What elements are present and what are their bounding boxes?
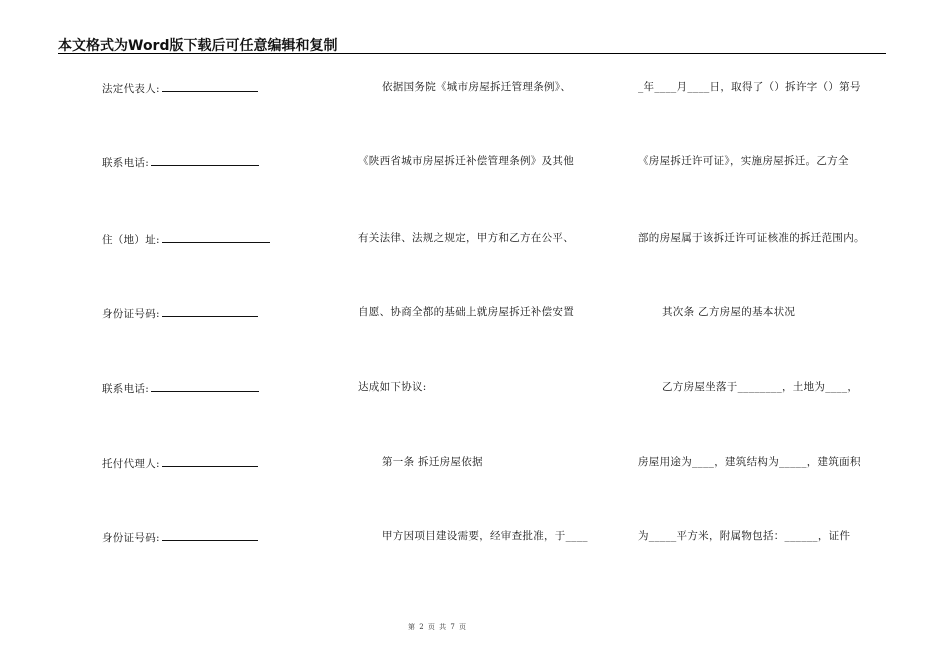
- agent-label: 托付代理人:: [102, 458, 160, 470]
- document-header-title: 本文格式为Word版下载后可任意编辑和复制: [58, 38, 338, 54]
- contact-phone-label-2: 联系电话:: [102, 383, 150, 395]
- id-number-blank: [162, 305, 258, 317]
- address-blank: [162, 231, 270, 243]
- article-one-heading: 第一条 拆迁房屋依据: [382, 456, 483, 468]
- right-paragraph-line: _年____月____日，取得了（）拆许字（）第号: [638, 81, 861, 93]
- middle-paragraph-line: 达成如下协议:: [358, 381, 427, 393]
- id-number-field: [102, 305, 258, 321]
- right-paragraph-line: 房屋用途为____，建筑结构为_____，建筑面积: [638, 456, 861, 468]
- contact-phone-field-2: [102, 380, 259, 396]
- address-field: [102, 231, 270, 247]
- legal-representative-blank: [162, 80, 258, 92]
- legal-representative-label: 法定代表人:: [102, 83, 160, 95]
- id-number-label: 身份证号码:: [102, 308, 160, 320]
- id-number-blank-2: [162, 529, 258, 541]
- header-divider: [58, 53, 886, 54]
- contact-phone-field: [102, 154, 259, 170]
- middle-paragraph-line: 自愿、协商全都的基础上就房屋拆迁补偿安置: [358, 306, 574, 318]
- right-paragraph-line: 乙方房屋坐落于________，土地为____，: [662, 381, 859, 393]
- right-paragraph-line: 部的房屋属于该拆迁许可证核准的拆迁范围内。: [638, 232, 865, 244]
- id-number-field-2: [102, 529, 258, 545]
- page-number: 第 2 页 共 7 页: [407, 623, 468, 631]
- middle-paragraph-line: 《陕西省城市房屋拆迁补偿管理条例》及其他: [358, 155, 574, 167]
- agent-blank: [162, 455, 258, 467]
- contact-phone-label: 联系电话:: [102, 157, 150, 169]
- middle-paragraph-line: 甲方因项目建设需要，经审查批准，于____: [382, 530, 588, 542]
- right-paragraph-line: 《房屋拆迁许可证》，实施房屋拆迁。乙方全: [638, 155, 849, 167]
- legal-representative-field: [102, 80, 258, 96]
- right-paragraph-line: 为_____平方米，附属物包括：______，证件: [638, 530, 851, 542]
- article-two-heading: 其次条 乙方房屋的基本状况: [662, 306, 796, 318]
- contact-phone-blank-2: [151, 380, 259, 392]
- agent-field: [102, 455, 258, 471]
- id-number-label-2: 身份证号码:: [102, 532, 160, 544]
- middle-paragraph-line: 有关法律、法规之规定，甲方和乙方在公平、: [358, 232, 574, 244]
- contact-phone-blank: [151, 154, 259, 166]
- middle-paragraph-line: 依据国务院《城市房屋拆迁管理条例》、: [382, 81, 572, 93]
- address-label: 住（地）址:: [102, 234, 160, 246]
